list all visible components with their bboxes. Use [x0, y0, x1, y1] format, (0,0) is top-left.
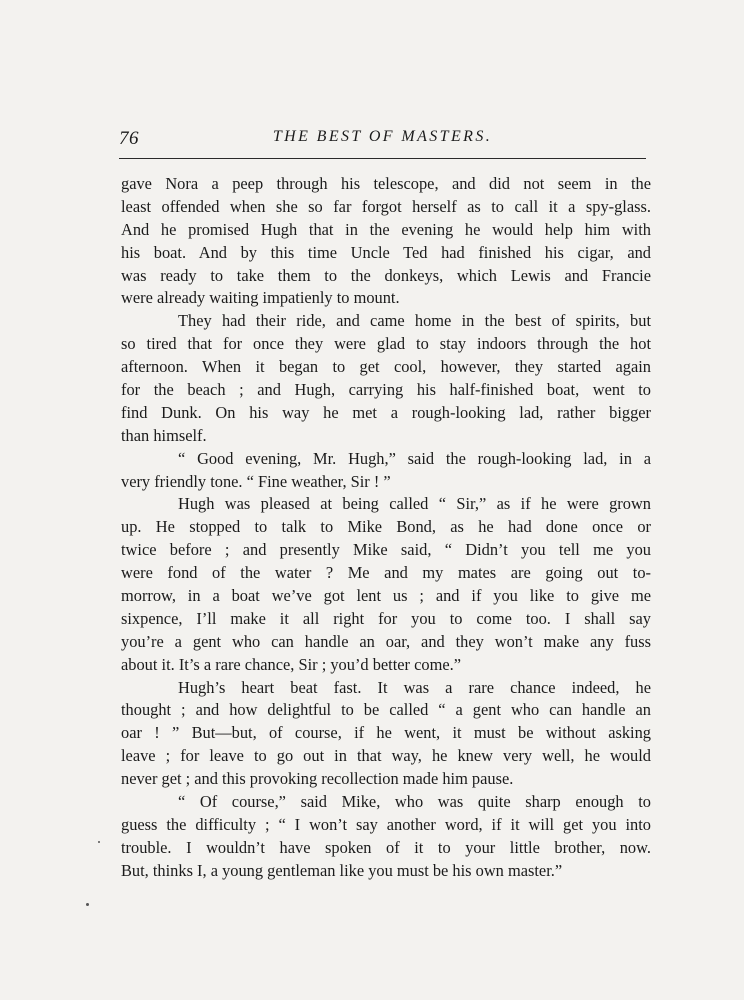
header-rule [119, 158, 646, 159]
text-line: trouble. I wouldn’t have spoken of it to your little brother, now. [121, 837, 651, 857]
text-line: for the beach ; and Hugh, carrying his half-finished boat, went to [121, 380, 651, 400]
text-line: Hugh was pleased at being called “ Sir,” as if he were grown [178, 494, 651, 514]
text-line: afternoon. When it began to get cool, however, they started again [121, 357, 651, 377]
scan-speck [86, 903, 89, 906]
text-line: leave ; for leave to go out in that way, he knew very well, he would [121, 746, 651, 766]
text-line: thought ; and how delightful to be called “ a gent who can handle an [121, 700, 651, 720]
running-title: THE BEST OF MASTERS. [272, 128, 493, 145]
body-text [121, 173, 651, 883]
text-line: than himself. [121, 425, 207, 445]
text-line: find Dunk. On his way he met a rough-looking lad, rather bigger [121, 402, 651, 422]
text-line: so tired that for once they were glad to stay indoors through the hot [121, 334, 651, 354]
text-line: guess the difficulty ; “ I won’t say another word, if it will get you into [121, 814, 651, 834]
text-line: were already waiting impatienly to mount. [121, 288, 400, 308]
text-line: twice before ; and presently Mike said, “ Didn’t you tell me you [121, 540, 651, 560]
text-line: They had their ride, and came home in the best of spirits, but [178, 311, 651, 331]
text-line: you’re a gent who can handle an oar, and they won’t make any fuss [121, 631, 651, 651]
text-line: never get ; and this provoking recollection made him pause. [121, 769, 514, 789]
page-header [119, 124, 646, 156]
text-line: morrow, in a boat we’ve got lent us ; and if you like to give me [121, 586, 651, 606]
text-line: And he promised Hugh that in the evening he would help him with [121, 219, 651, 239]
text-line: least offended when she so far forgot herself as to call it a spy-glass. [121, 196, 651, 216]
text-line: oar ! ” But—but, of course, if he went, it must be without asking [121, 723, 651, 743]
text-line: gave Nora a peep through his telescope, and did not seem in the [121, 174, 651, 193]
text-line: sixpence, I’ll make it all right for you to come too. I shall say [121, 608, 651, 628]
text-line: very friendly tone. “ Fine weather, Sir ! ” [121, 471, 391, 491]
text-line: were fond of the water ? Me and my mates are going out to- [121, 563, 651, 583]
text-line: his boat. And by this time Uncle Ted had finished his cigar, and [121, 242, 651, 262]
text-line: “ Good evening, Mr. Hugh,” said the rough-looking lad, in a [178, 448, 651, 468]
scan-speck [98, 841, 100, 843]
text-line: up. He stopped to talk to Mike Bond, as he had done once or [121, 517, 651, 537]
text-line: But, thinks I, a young gentleman like you must be his own master.” [121, 860, 563, 880]
text-line: “ Of course,” said Mike, who was quite sharp enough to [178, 792, 651, 812]
page-number: 76 [119, 128, 139, 149]
text-line: Hugh’s heart beat fast. It was a rare chance indeed, he [178, 677, 651, 697]
text-line: was ready to take them to the donkeys, which Lewis and Francie [121, 265, 651, 285]
text-line: about it. It’s a rare chance, Sir ; you’d better come.” [121, 654, 461, 674]
